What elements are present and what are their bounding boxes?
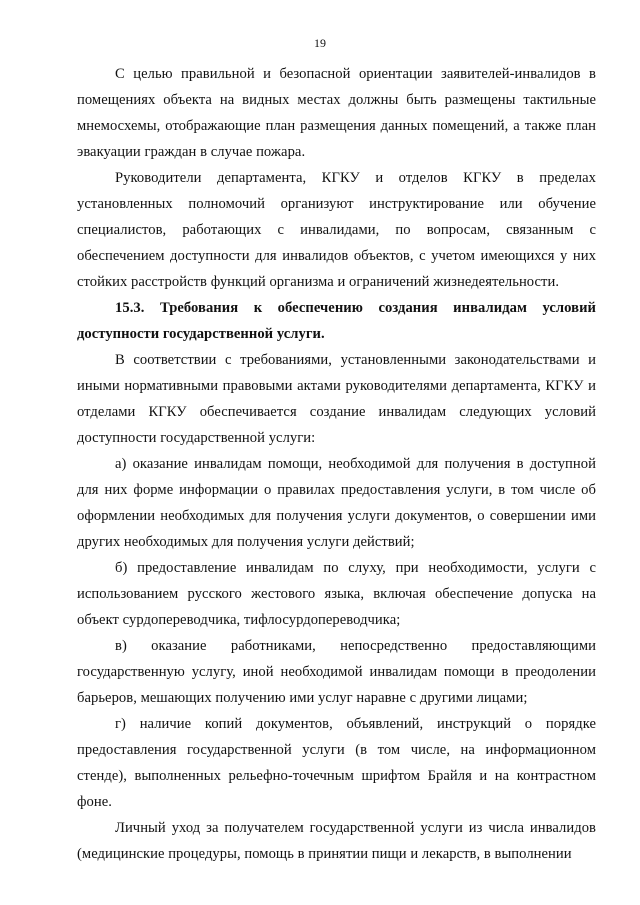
paragraph-staff-training: Руководители департамента, КГКУ и отделов КГКУ в пределах установленных полномочий организуют инструктирование или обучение специалистов, работающих с инвалидами, по вопросам, связанным с обеспечением доступности для инвалидов объектов, с учетом имеющихся у них стойких расстройств функций организма и ограничений жизнедеятельности. bbox=[77, 170, 596, 290]
list-item-a: а) оказание инвалидам помощи, необходимой для получения в доступной для них форме информации о правилах предоставления услуги, в том числе об оформлении необходимых для получения услуги документов, о совершении ими других необходимых для получения услуги действий; bbox=[77, 456, 596, 550]
paragraph-orientation-schemes: С целью правильной и безопасной ориентации заявителей-инвалидов в помещениях объекта на видных местах должны быть размещены тактильные мнемосхемы, отображающие план размещения данных помещений, а также план эвакуации граждан в случае пожара. bbox=[77, 66, 596, 160]
document-body bbox=[77, 61, 596, 867]
list-item-b: б) предоставление инвалидам по слуху, при необходимости, услуги с использованием русского жестового языка, включая обеспечение допуска на объект сурдопереводчика, тифлосурдопереводчика; bbox=[77, 560, 596, 628]
list-item-g: г) наличие копий документов, объявлений, инструкций о порядке предоставления государственной услуги (в том числе, на информационном стенде), выполненных рельефно-точечным шрифтом Брайля и на контрастном фоне. bbox=[77, 716, 596, 810]
section-heading-15-3: 15.3. Требования к обеспечению создания инвалидам условий доступности государственной услуги. bbox=[77, 300, 596, 342]
paragraph-personal-care: Личный уход за получателем государственной услуги из числа инвалидов (медицинские процедуры, помощь в принятии пищи и лекарств, в выполнении bbox=[77, 820, 596, 862]
paragraph-accessibility-conditions: В соответствии с требованиями, установленными законодательствами и иными нормативными правовыми актами руководителями департамента, КГКУ и отделами КГКУ обеспечивается создание инвалидам следующих условий доступности государственной услуги: bbox=[77, 352, 596, 446]
list-item-v: в) оказание работниками, непосредственно предоставляющими государственную услугу, иной необходимой инвалидам помощи в преодолении барьеров, мешающих получению ими услуг наравне с другими лицами; bbox=[77, 638, 596, 706]
page-number: 19 bbox=[314, 36, 326, 50]
